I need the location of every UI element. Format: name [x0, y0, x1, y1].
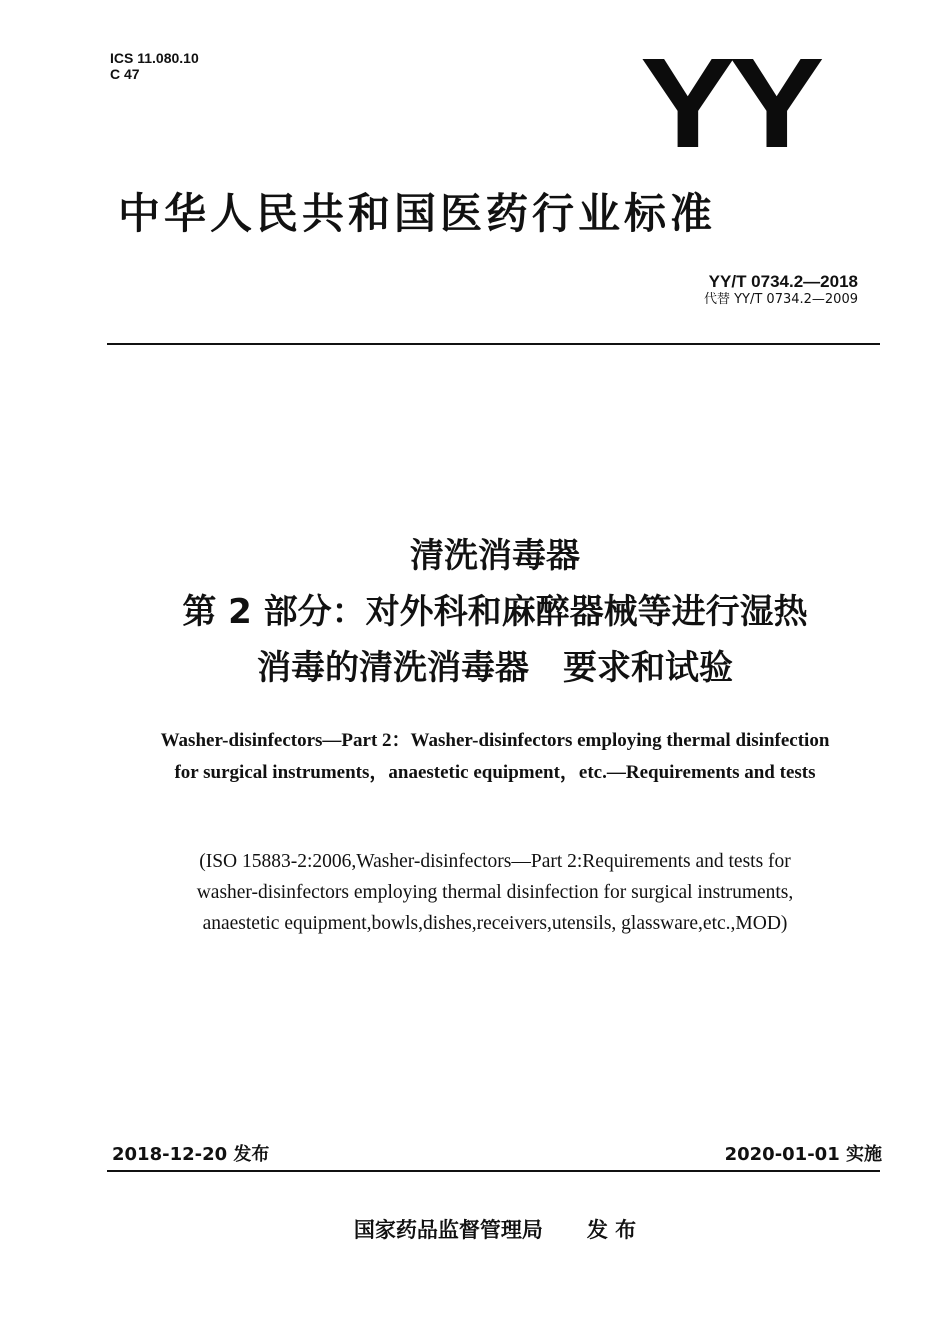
chinese-title-line: 清洗消毒器 [410, 536, 580, 576]
replaced-standard: 代替 YY/T 0734.2—2009 [703, 292, 858, 307]
yy-logo: YY [640, 32, 818, 175]
issue-date: 2018-12-20 发布 [112, 1144, 270, 1165]
header-divider [107, 343, 880, 345]
ics-code: ICS 11.080.10 [110, 50, 199, 66]
ccs-code: C 47 [110, 66, 140, 82]
publish-label: 发 布 [586, 1218, 637, 1242]
chinese-title-line: 消毒的清洗消毒器 要求和试验 [257, 648, 733, 688]
standard-code: YY/T 0734.2—2018 [708, 272, 858, 291]
iso-reference-line: (ISO 15883-2:2006,Washer-disinfectors—Part 2:Requirements and tests for [199, 851, 791, 872]
chinese-title-line: 第 2 部分：对外科和麻醉器械等进行湿热 [182, 592, 808, 632]
english-title-line: for surgical instruments，anaestetic equipment，etc.—Requirements and tests [174, 762, 816, 783]
iso-reference [85, 846, 905, 939]
publisher-name: 国家药品监督管理局 [353, 1218, 543, 1242]
standard-category-title: 中华人民共和国医药行业标准 [118, 189, 717, 238]
implementation-date: 2020-01-01 实施 [724, 1144, 882, 1165]
classification-codes [110, 50, 199, 82]
english-title [85, 725, 905, 789]
iso-reference-line: washer-disinfectors employing thermal disinfection for surgical instruments, [196, 882, 794, 903]
footer-divider [107, 1170, 880, 1172]
chinese-title [100, 528, 890, 696]
iso-reference-line: anaestetic equipment,bowls,dishes,receivers,utensils, glassware,etc.,MOD) [202, 913, 788, 934]
standard-code-block [704, 272, 858, 308]
english-title-line: Washer-disinfectors—Part 2：Washer-disinfectors employing thermal disinfection [160, 730, 830, 751]
publisher-line [0, 1214, 950, 1244]
